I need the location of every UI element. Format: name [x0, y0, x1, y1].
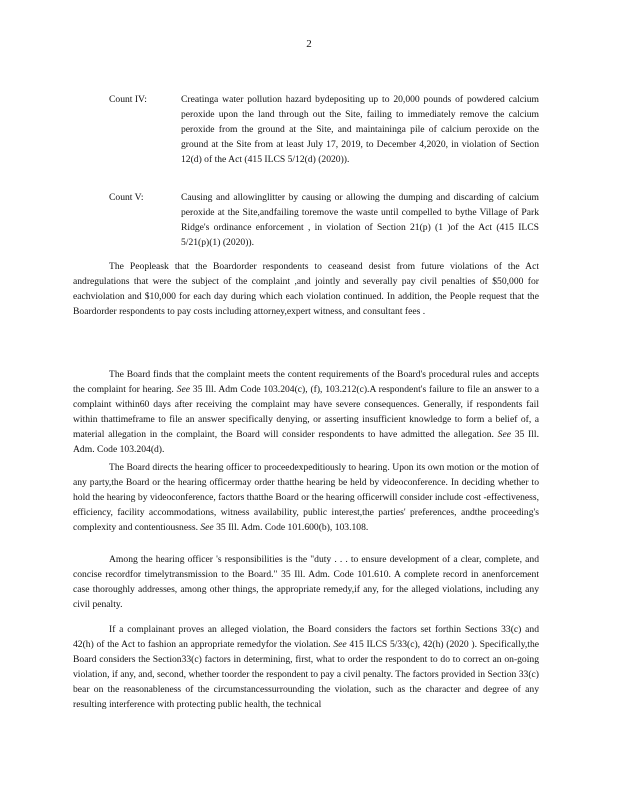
citation-signal: See	[333, 639, 347, 650]
paragraph-remedy-factors	[73, 622, 539, 712]
count-iv	[109, 92, 539, 167]
count-description: Causing and allowinglitter by causing or allowing the dumping and discarding of calcium peroxide at the Site,andfailing toremove the waste until compelled to bythe Village of Park Ridge's ordinance enforcement , in violation of Section 21(p) (1 )of the Act (415 ILCS 5/21(p)(1) (2020)).	[181, 192, 539, 248]
count-description: Creatinga water pollution hazard bydepositing up to 20,000 pounds of powdered calcium peroxide upon the land through out the Site, failing to immediately remove the calcium peroxide from the ground at the Site, and maintaininga pile of calcium peroxide on the ground at the Site from at least July 17, 2019, to December 4,2020, in violation of Section 12(d) of the Act (415 ILCS 5/12(d) (2020)).	[181, 94, 539, 165]
text-segment: 415 ILCS 5/33(c), 42(h) (2020 ). Specifically,the Board considers the Section33(c) factors in determining, first, what to order the respondent to do to correct an on-going violation, if any, and, second, whether toorder the respondent to pay a civil penalty. The factors provided in Section 33(c) bear on the reasonableness of the circumstancessurrounding the violation, such as the character and degree of any resulting interference with protecting public health, the technical	[73, 639, 539, 710]
text-segment: 35 Ill. Adm. Code 103.204(d).	[73, 429, 539, 455]
citation-signal: See	[176, 384, 190, 395]
paragraph-relief-requested: The Peopleask that the Boardorder respondents to ceaseand desist from future violations of the Act andregulations that were the subject of the complaint ,and jointly and severally pay civil penalties of $50,000 for eachviolation and $10,000 for each day during which each violation continued. In addition, the People request that the Boardorder respondents to pay costs including attorney,expert witness, and consultant fees .	[73, 261, 539, 317]
text-segment: The Board directs the hearing officer to proceedexpeditiously to hearing. Upon its own motion or the motion of any party,the Board or the hearing officermay order thatthe hearing be held by videoconference. In deciding whether to hold the hearing by videoconference, factors thatthe Board or the hearing officerwill consider include cost -effectiveness, efficiency, facility accommodations, witness availability, public interest,the parties' preferences, andthe proceeding's complexity and contentiousness.	[73, 462, 539, 533]
text-segment: 35 Ill. Adm. Code 101.600(b), 103.108.	[216, 522, 369, 533]
text-segment: The Board finds that the complaint meets the content requirements of the Board's procedural rules and accepts the complaint for hearing.	[73, 369, 539, 395]
paragraph-hearing-directive	[73, 460, 539, 535]
citation-signal: See	[200, 522, 214, 533]
text-segment: If a complainant proves an alleged violation, the Board considers the factors set forthin Sections 33(c) and 42(h) of the Act to fashion an appropriate remedyfor the violation.	[73, 624, 539, 650]
count-label: Count V:	[109, 192, 144, 203]
count-v	[109, 190, 539, 250]
paragraph-complaint-accepted	[73, 367, 539, 457]
text-segment: 35 Ill. Adm Code 103.204(c), (f), 103.212(c).A respondent's failure to file an answer to a complaint within60 days after receiving the complaint may have severe consequences. Generally, if respondents fail within thattimeframe to file an answer specifically denying, or asserting insufficient knowledge to form a belief of, a material allegation in the complaint, the Board will consider respondents to have admitted the allegation.	[73, 384, 540, 440]
citation-signal: See	[497, 429, 511, 440]
paragraph-hearing-officer-duties: Among the hearing officer 's responsibilities is the "duty . . . to ensure development of a clear, complete, and concise recordfor timelytransmission to the Board." 35 Ill. Adm. Code 101.610. A complete record in anenforcement case thoroughly addresses, among other things, the appropriate remedy,if any, for the alleged violations, including any civil penalty.	[73, 554, 539, 610]
count-label: Count IV:	[109, 94, 147, 105]
page-number: 2	[306, 38, 312, 50]
